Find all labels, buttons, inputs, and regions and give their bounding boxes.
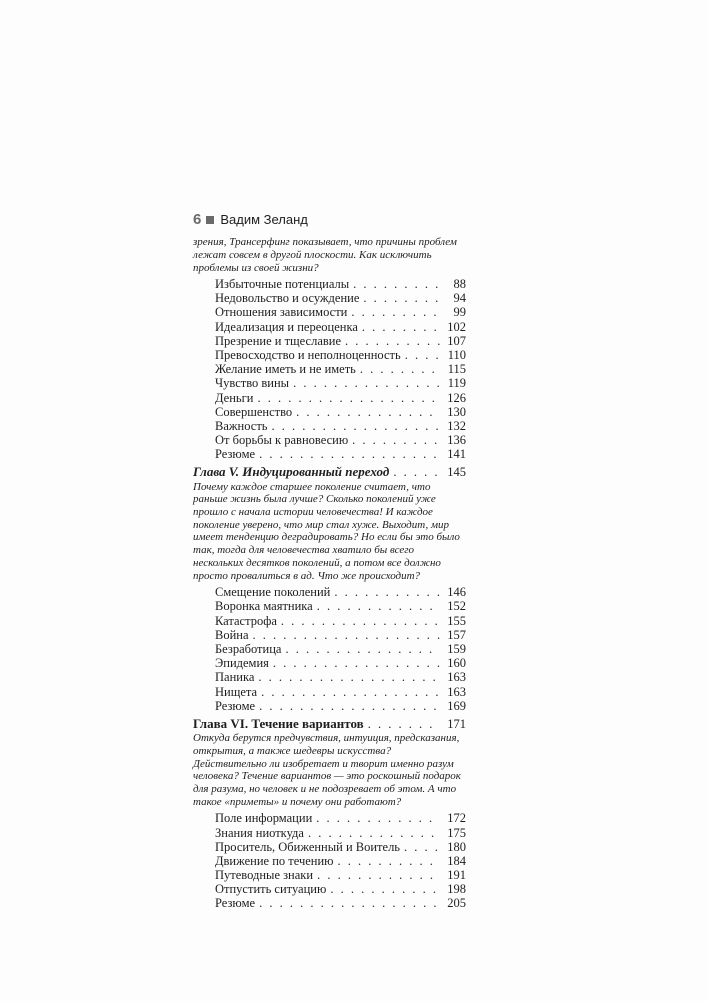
leader-dots <box>258 670 440 684</box>
toc-entry-label: Движение по течению <box>215 853 334 868</box>
toc-entry <box>193 656 466 670</box>
leader-dots <box>330 882 440 896</box>
leader-dots <box>362 320 440 334</box>
chapter-5-description: Почему каждое старшее поколение считает, что раньше жизнь была лучше? Сколько поколений уже прошло с начала истории человечества! И каждое поколение уверено, что мир стал хуже. Выходит, мир имеет тенденцию деградировать? Но если бы это было так, тогда для человечества хватило бы всего нескольких десятков поколений, а потом все должно просто провалиться в ад. Что же происходит? <box>193 480 460 582</box>
toc-entry-page: 163 <box>447 670 466 685</box>
toc-entry-page: 152 <box>447 599 466 614</box>
toc-entry-label: Превосходство и неполноценность <box>215 347 401 362</box>
toc-entry-label: Эпидемия <box>215 656 269 671</box>
toc-entry <box>193 348 466 362</box>
toc-entry <box>193 642 466 656</box>
toc-entry <box>193 376 466 390</box>
toc-entry-page: 155 <box>447 613 466 628</box>
toc-entry-label: От борьбы к равновесию <box>215 433 349 448</box>
leader-dots <box>259 896 440 910</box>
toc-entry <box>193 320 466 334</box>
toc-entry-label: Отношения зависимости <box>215 305 348 320</box>
leader-dots <box>405 348 440 362</box>
leader-dots <box>296 405 440 419</box>
leader-dots <box>308 826 440 840</box>
chapter-6-description: Откуда берутся предчувствия, интуиция, предсказания, открытия, а также шедевры искусства? Действительно ли изобретает и творит именно разум человека? Течение вариантов — это роскошный подарок для разума, но человек и не подозревает об этом. А что такое «приметы» и почему они работают? <box>193 732 461 808</box>
toc-entry-page: 157 <box>447 627 466 642</box>
toc-entry-page: 136 <box>447 433 466 448</box>
toc-entry-page: 119 <box>447 376 466 391</box>
toc-entry-page: 107 <box>447 333 466 348</box>
toc-entry-label: Презрение и тщеславие <box>215 333 342 348</box>
leader-dots <box>281 614 440 628</box>
leader-dots <box>273 656 440 670</box>
toc-entry-page: 175 <box>447 825 466 840</box>
chapter-page: 171 <box>447 716 466 731</box>
toc-entry-label: Проситель, Обиженный и Воитель <box>215 839 401 854</box>
leader-dots <box>351 305 440 319</box>
toc-entry-page: 172 <box>447 811 466 826</box>
chapter-6-heading <box>193 717 466 731</box>
toc-entry <box>193 699 466 713</box>
toc-entry-label: Смещение поколений <box>215 585 331 600</box>
toc-entry <box>193 305 466 319</box>
toc-entry-page: 126 <box>447 390 466 405</box>
toc-entry <box>193 433 466 447</box>
leader-dots <box>353 277 440 291</box>
leader-dots <box>345 334 440 348</box>
toc-entry-page: 198 <box>447 882 466 897</box>
toc-entry-page: 99 <box>453 305 466 320</box>
toc-entry-label: Нищета <box>215 684 258 699</box>
toc-entry <box>193 334 466 348</box>
toc-entry <box>193 882 466 896</box>
toc-entry-label: Отпустить ситуацию <box>215 882 327 897</box>
toc-entry-label: Резюме <box>215 447 256 462</box>
toc-entry <box>193 811 466 825</box>
toc-entry-label: Катастрофа <box>215 613 277 628</box>
toc-entry-page: 180 <box>447 839 466 854</box>
square-bullet-icon <box>206 216 214 224</box>
toc-entry-page: 88 <box>453 277 466 291</box>
leader-dots <box>259 699 440 713</box>
leader-dots <box>259 447 440 461</box>
leader-dots <box>271 419 440 433</box>
toc-entry-page: 132 <box>447 418 466 433</box>
toc-section-list <box>193 277 466 461</box>
toc-entry <box>193 868 466 882</box>
toc-entry-page: 169 <box>447 698 466 713</box>
toc-entry <box>193 628 466 642</box>
toc-entry <box>193 585 466 599</box>
chapter-title: Глава V. Индуцированный переход <box>193 464 390 480</box>
leader-dots <box>368 717 440 731</box>
toc-entry-label: Идеализация и переоценка <box>215 319 358 334</box>
toc-entry <box>193 896 466 910</box>
toc-entry-label: Чувство вины <box>215 376 290 391</box>
toc-entry <box>193 391 466 405</box>
toc-entry-label: Деньги <box>215 390 254 405</box>
leader-dots <box>293 376 440 390</box>
toc-entry-page: 141 <box>447 447 466 462</box>
leader-dots <box>316 811 440 825</box>
toc-entry-label: Избыточные потенциалы <box>215 277 350 291</box>
toc-entry <box>193 670 466 684</box>
toc-entry <box>193 277 466 291</box>
leader-dots <box>317 599 440 613</box>
toc-entry-label: Резюме <box>215 698 256 713</box>
toc-entry-page: 102 <box>447 319 466 334</box>
toc-entry-label: Знания ниоткуда <box>215 825 304 840</box>
toc-entry <box>193 405 466 419</box>
toc-entry-label: Путеводные знаки <box>215 868 314 883</box>
chapter-page: 145 <box>447 465 466 480</box>
toc-entry-label: Совершенство <box>215 404 293 419</box>
toc-entry-page: 205 <box>447 896 466 911</box>
leader-dots <box>317 868 440 882</box>
leader-dots <box>352 433 440 447</box>
author-name: Вадим Зеланд <box>220 212 308 227</box>
toc-entry <box>193 599 466 613</box>
leader-dots <box>338 854 440 868</box>
toc-entry-label: Безработица <box>215 642 282 656</box>
toc-entry-label: Резюме <box>215 896 256 911</box>
toc-entry-page: 191 <box>447 868 466 883</box>
toc-entry-label: Недовольство и осуждение <box>215 291 360 306</box>
leader-dots <box>257 391 440 405</box>
leader-dots <box>334 585 440 599</box>
toc-entry-page: 110 <box>447 347 466 362</box>
toc-entry <box>193 614 466 628</box>
toc-entry-page: 146 <box>447 585 466 600</box>
toc-entry-label: Желание иметь и не иметь <box>215 362 356 377</box>
leader-dots <box>360 362 440 376</box>
toc-entry-page: 94 <box>453 291 466 306</box>
leader-dots <box>393 465 440 479</box>
toc-entry <box>193 447 466 461</box>
toc-entry <box>193 854 466 868</box>
toc-entry-label: Война <box>215 627 249 642</box>
table-of-contents <box>193 236 466 911</box>
toc-entry <box>193 419 466 433</box>
leader-dots <box>253 628 440 642</box>
page-number: 6 <box>193 211 202 228</box>
toc-entry <box>193 840 466 854</box>
toc-entry-label: Воронка маятника <box>215 599 313 614</box>
leader-dots <box>285 642 440 656</box>
leader-dots <box>404 840 440 854</box>
toc-entry-label: Паника <box>215 670 255 685</box>
toc-entry <box>193 362 466 376</box>
leader-dots <box>261 685 440 699</box>
leader-dots <box>363 291 440 305</box>
toc-entry <box>193 685 466 699</box>
toc-entry-page: 160 <box>447 656 466 671</box>
toc-entry-page: 184 <box>447 853 466 868</box>
toc-entry-page: 115 <box>447 362 466 377</box>
toc-entry-label: Поле информации <box>215 811 313 826</box>
chapter-5-heading <box>193 465 466 479</box>
chapter-title: Глава VI. Течение вариантов <box>193 715 364 731</box>
toc-entry-label: Важность <box>215 418 268 433</box>
running-header <box>193 211 308 228</box>
chapter-6-sections <box>193 811 466 910</box>
toc-entry-page: 130 <box>447 404 466 419</box>
toc-entry <box>193 826 466 840</box>
toc-entry-page: 163 <box>447 684 466 699</box>
continued-description: зрения, Трансерфинг показывает, что причины проблем лежат совсем в другой плоскости. Как исключить проблемы из своей жизни? <box>193 236 457 274</box>
toc-entry-page: 159 <box>447 642 466 656</box>
chapter-5-sections <box>193 585 466 713</box>
toc-entry <box>193 291 466 305</box>
